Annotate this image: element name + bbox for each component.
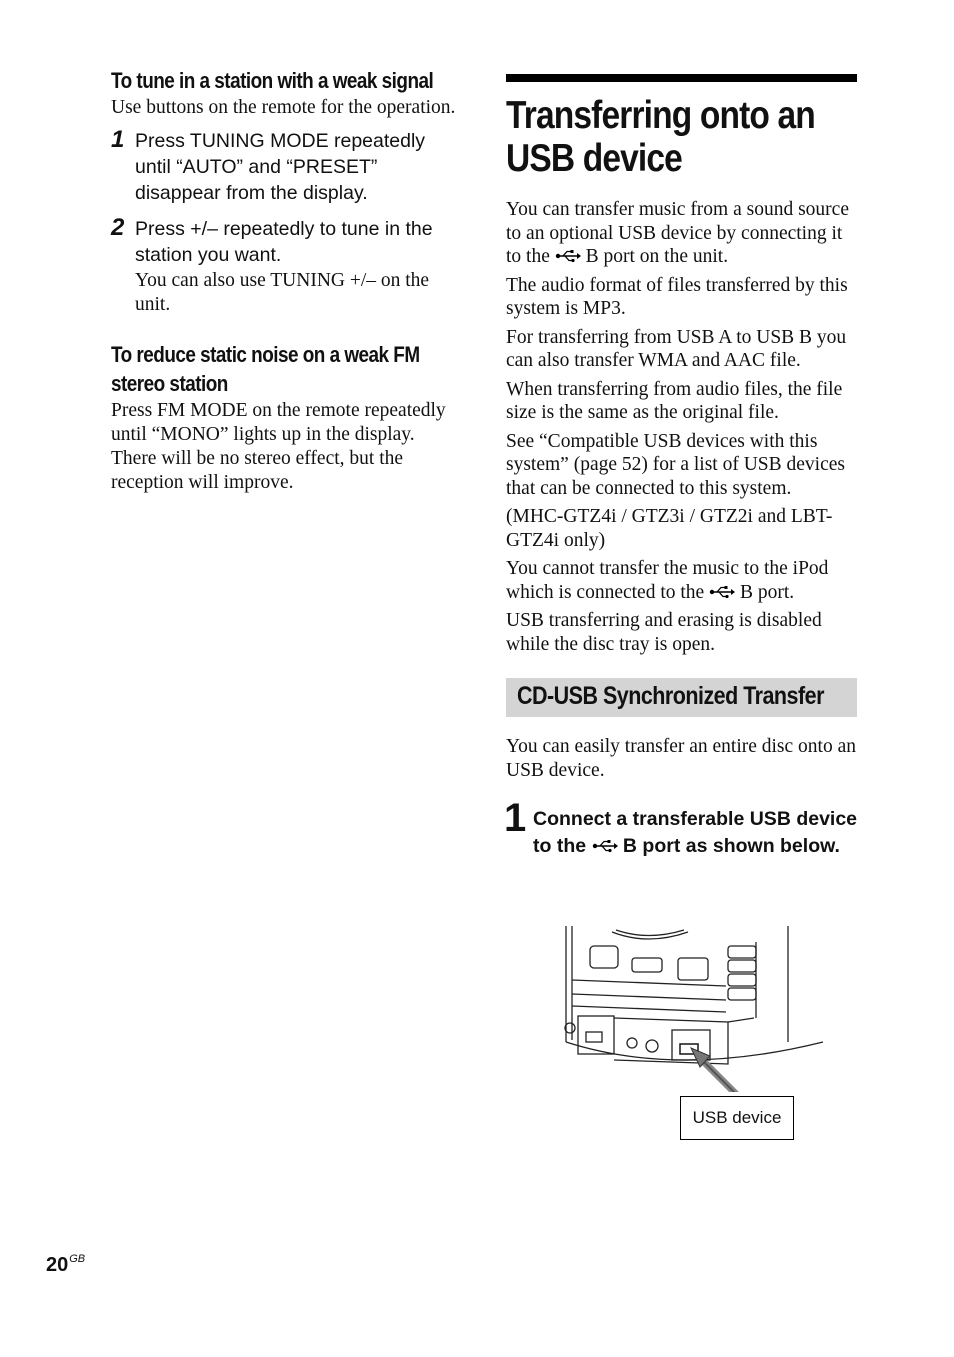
step-number: 1 <box>504 796 527 840</box>
paragraph-8: USB transferring and erasing is disabled while the disc tray is open. <box>506 610 822 655</box>
paragraph-7-a: You cannot transfer the music to the iPod which is connected to the <box>506 558 829 603</box>
section-intro: You can easily transfer an entire disc onto an USB device. <box>506 736 857 781</box>
weak-signal-intro: Use buttons on the remote for the operation. <box>111 97 456 118</box>
paragraph-7 <box>506 557 858 604</box>
paragraph-1-b: B port on the unit. <box>585 246 729 267</box>
page-number-suffix: GB <box>69 1253 86 1265</box>
weak-signal-heading: To tune in a station with a weak signal <box>111 68 434 93</box>
paragraph-1 <box>506 198 858 269</box>
step-number: 1 <box>111 126 125 153</box>
step-number: 2 <box>111 214 125 241</box>
title-rule <box>506 74 857 82</box>
paragraph-7-b: B port. <box>739 581 795 603</box>
right-column <box>506 74 858 859</box>
step-note: You can also use TUNING +/– on the unit. <box>135 270 430 315</box>
figure-label: USB device <box>680 1096 794 1140</box>
usb-icon <box>592 839 618 853</box>
pointer-arrow <box>691 1048 738 1092</box>
paragraph-5: See “Compatible USB devices with this system” (page 52) for a list of USB devices that can be connected to this system. <box>506 430 846 499</box>
unit-illustration <box>548 922 828 1092</box>
page-number <box>46 1253 85 1277</box>
paragraph-3: For transferring from USB A to USB B you can also transfer WMA and AAC file. <box>506 326 847 371</box>
step-text-b: B port as shown below. <box>622 834 840 857</box>
section-title: CD-USB Synchronized Transfer <box>517 682 824 710</box>
step-text-a: Connect a transferable USB device to the <box>533 808 858 857</box>
step-text: Press +/– repeatedly to tune in the station you want. <box>135 218 433 266</box>
intro-paragraphs <box>506 198 858 656</box>
step-text: Press TUNING MODE repeatedly until “AUTO” and “PRESET” disappear from the display. <box>135 130 426 204</box>
paragraph-2: The audio format of files transferred by this system is MP3. <box>506 274 848 319</box>
usb-icon <box>555 249 581 263</box>
static-noise-heading: To reduce static noise on a weak FM stereo station <box>111 342 420 396</box>
weak-signal-step-2 <box>111 216 461 317</box>
paragraph-1-a: You can transfer music from a sound source to an optional USB device by connecting it to the <box>506 199 849 267</box>
static-noise-text: Press FM MODE on the remote repeatedly until “MONO” lights up in the display. There will be no stereo effect, but the reception will improve. <box>111 400 446 493</box>
left-column <box>111 66 461 495</box>
usb-icon <box>709 585 735 599</box>
page-number-value: 20 <box>46 1254 69 1276</box>
step-text <box>533 806 858 859</box>
transfer-step-1 <box>504 796 858 859</box>
page-title: Transferring onto an USB device <box>506 94 815 180</box>
paragraph-4: When transferring from audio files, the file size is the same as the original file. <box>506 378 843 423</box>
usb-connection-figure <box>548 922 828 1144</box>
weak-signal-step-1 <box>111 128 461 206</box>
paragraph-6: (MHC-GTZ4i / GTZ3i / GTZ2i and LBT-GTZ4i only) <box>506 506 833 551</box>
section-header <box>506 678 857 717</box>
